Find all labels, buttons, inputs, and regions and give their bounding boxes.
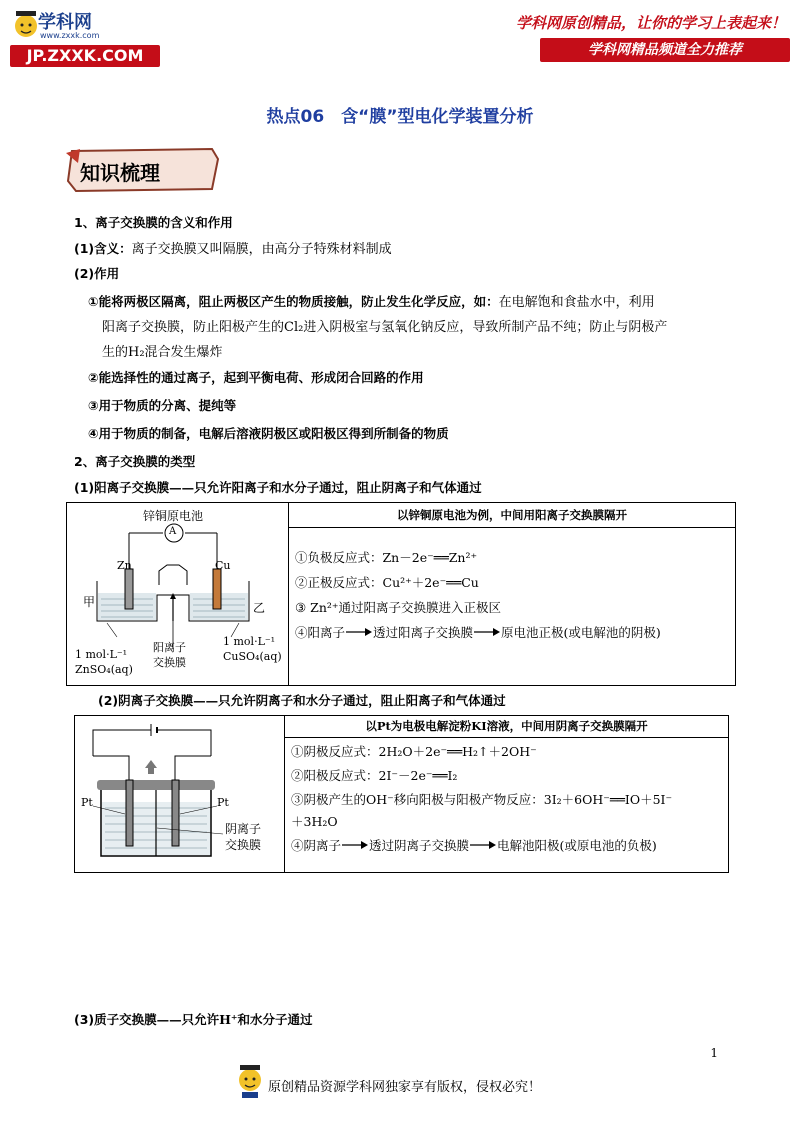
logo-url-bar[interactable]: JP.ZXXK.COM bbox=[10, 45, 160, 67]
anion-line-1: ①阴极反应式：2H₂O＋2e⁻══H₂↑＋2OH⁻ bbox=[291, 744, 537, 759]
arrow-right-icon bbox=[473, 627, 501, 637]
fig1-conc-right: 1 mol·L⁻¹ bbox=[223, 635, 276, 648]
fig1-left-label: 甲 bbox=[83, 595, 96, 609]
cation-line-1: ①负极反应式：Zn－2e⁻══Zn²⁺ bbox=[295, 550, 478, 565]
role-4: ④用于物质的制备，电解后溶液阴极区或阳极区得到所制备的物质 bbox=[88, 426, 449, 441]
cation-line-4-a: ④阳离子 bbox=[295, 625, 346, 640]
role-1-bold: ①能将两极区隔离，阻止两极区产生的物质接触，防止发生化学反应，如： bbox=[88, 294, 499, 309]
role-3: ③用于物质的分离、提纯等 bbox=[88, 398, 237, 413]
arrow-right-icon bbox=[341, 840, 369, 850]
fig2-mem-a: 阴离子 bbox=[225, 822, 262, 836]
cation-desc: ——只允许阳离子和水分子通过，阻止阴离子和气体通过 bbox=[169, 480, 482, 495]
cation-table-body bbox=[289, 528, 736, 686]
logo-mascot-icon bbox=[12, 6, 40, 44]
anion-label: (2)阴离子交换膜 bbox=[98, 693, 194, 708]
footer-mascot-icon bbox=[236, 1060, 264, 1100]
heading-1: 1、离子交换膜的含义和作用 bbox=[74, 215, 233, 230]
fig1-cu-label: Cu bbox=[215, 559, 231, 572]
anion-line-4-a: ④阴离子 bbox=[291, 838, 342, 853]
heading-2: 2、离子交换膜的类型 bbox=[74, 454, 196, 469]
fig1-mem-a: 阳离子 bbox=[153, 641, 186, 654]
logo-sub-url: www.zxxk.com bbox=[40, 31, 100, 40]
arrow-right-icon bbox=[469, 840, 497, 850]
fig1-sol-right: CuSO₄(aq) bbox=[223, 650, 282, 663]
anion-line-2: ②阳极反应式：2I⁻－2e⁻══I₂ bbox=[291, 768, 458, 783]
anion-line-4-c: 电解池阳极(或原电池的负极) bbox=[497, 838, 657, 853]
anion-desc: ——只允许阴离子和水分子通过，阻止阳离子和气体通过 bbox=[193, 693, 506, 708]
arrow-right-icon bbox=[345, 627, 373, 637]
anion-figure-cell bbox=[75, 716, 285, 873]
anion-table-head: 以Pt为电极电解淀粉KI溶液，中间用阴离子交换膜隔开 bbox=[285, 716, 729, 738]
fig2-pt-left: Pt bbox=[81, 796, 93, 809]
anion-line-3: ③阴极产生的OH⁻移向阳极与阳极产物反应：3I₂＋6OH⁻══IO＋5I⁻ bbox=[291, 792, 673, 807]
page-number: 1 bbox=[710, 1046, 718, 1060]
cation-line-4-c: 原电池正极(或电解池的阴极) bbox=[501, 625, 661, 640]
logo-name: 学科网 bbox=[38, 12, 92, 33]
cation-line-4 bbox=[289, 623, 735, 641]
cation-label: (1)阳离子交换膜 bbox=[74, 480, 170, 495]
proton-label: (3)质子交换膜 bbox=[74, 1012, 157, 1027]
anion-line-4-b: 透过阴离子交换膜 bbox=[369, 838, 470, 853]
role-label: (2)作用 bbox=[74, 266, 120, 281]
definition-label: (1)含义： bbox=[74, 241, 132, 256]
proton-desc: ——只允许H⁺和水分子通过 bbox=[156, 1012, 313, 1027]
definition-text: 离子交换膜又叫隔膜，由高分子特殊材料制成 bbox=[131, 242, 392, 257]
anion-line-4 bbox=[285, 836, 728, 854]
fig1-sol-left: ZnSO₄(aq) bbox=[75, 663, 133, 676]
anion-table-body bbox=[285, 738, 729, 873]
footer-copyright: 原创精品资源学科网独家享有版权，侵权必究！ bbox=[268, 1080, 542, 1095]
header-slogan: 学科网原创精品，让你的学习上表起来！ bbox=[516, 14, 787, 32]
fig1-conc-left: 1 mol·L⁻¹ bbox=[75, 648, 128, 661]
cation-line-3: ③ Zn²⁺通过阳离子交换膜进入正极区 bbox=[295, 600, 502, 615]
fig1-title: 锌铜原电池 bbox=[143, 509, 204, 523]
section-label: 知识梳理 bbox=[80, 161, 160, 185]
header-banner: 学科网精品频道全力推荐 bbox=[540, 38, 790, 62]
fig1-right-label: 乙 bbox=[253, 601, 266, 615]
cation-table-head: 以锌铜原电池为例，中间用阳离子交换膜隔开 bbox=[289, 503, 736, 528]
role-1-text-c: 生的H₂混合发生爆炸 bbox=[102, 345, 223, 360]
cation-table bbox=[66, 502, 736, 686]
fig1-ammeter-label: A bbox=[169, 526, 177, 537]
cation-heading bbox=[74, 478, 482, 496]
definition-line bbox=[74, 238, 392, 257]
role-2: ②能选择性的通过离子，起到平衡电荷、形成闭合回路的作用 bbox=[88, 370, 424, 385]
fig2-mem-b: 交换膜 bbox=[225, 838, 262, 852]
anion-line-3b: ＋3H₂O bbox=[291, 814, 338, 829]
fig2-pt-right: Pt bbox=[217, 796, 229, 809]
page-title: 热点06 含“膜”型电化学装置分析 bbox=[266, 107, 534, 127]
role-1-text-b: 阳离子交换膜，防止阳极产生的Cl₂进入阴极室与氢氧化钠反应，导致所制产品不纯；防止与阴极产 bbox=[102, 320, 668, 335]
cation-figure-cell bbox=[67, 503, 289, 686]
anion-heading bbox=[98, 691, 506, 709]
role-1-text-a: 在电解饱和食盐水中，利用 bbox=[498, 295, 655, 310]
anion-table bbox=[74, 715, 729, 873]
role-1-line-a bbox=[88, 291, 655, 310]
cation-line-4-b: 透过阳离子交换膜 bbox=[373, 625, 474, 640]
fig1-mem-b: 交换膜 bbox=[153, 656, 186, 669]
cation-line-2: ②正极反应式：Cu²⁺＋2e⁻══Cu bbox=[295, 575, 479, 590]
fig1-zn-label: Zn bbox=[117, 559, 132, 572]
proton-heading bbox=[74, 1010, 313, 1028]
